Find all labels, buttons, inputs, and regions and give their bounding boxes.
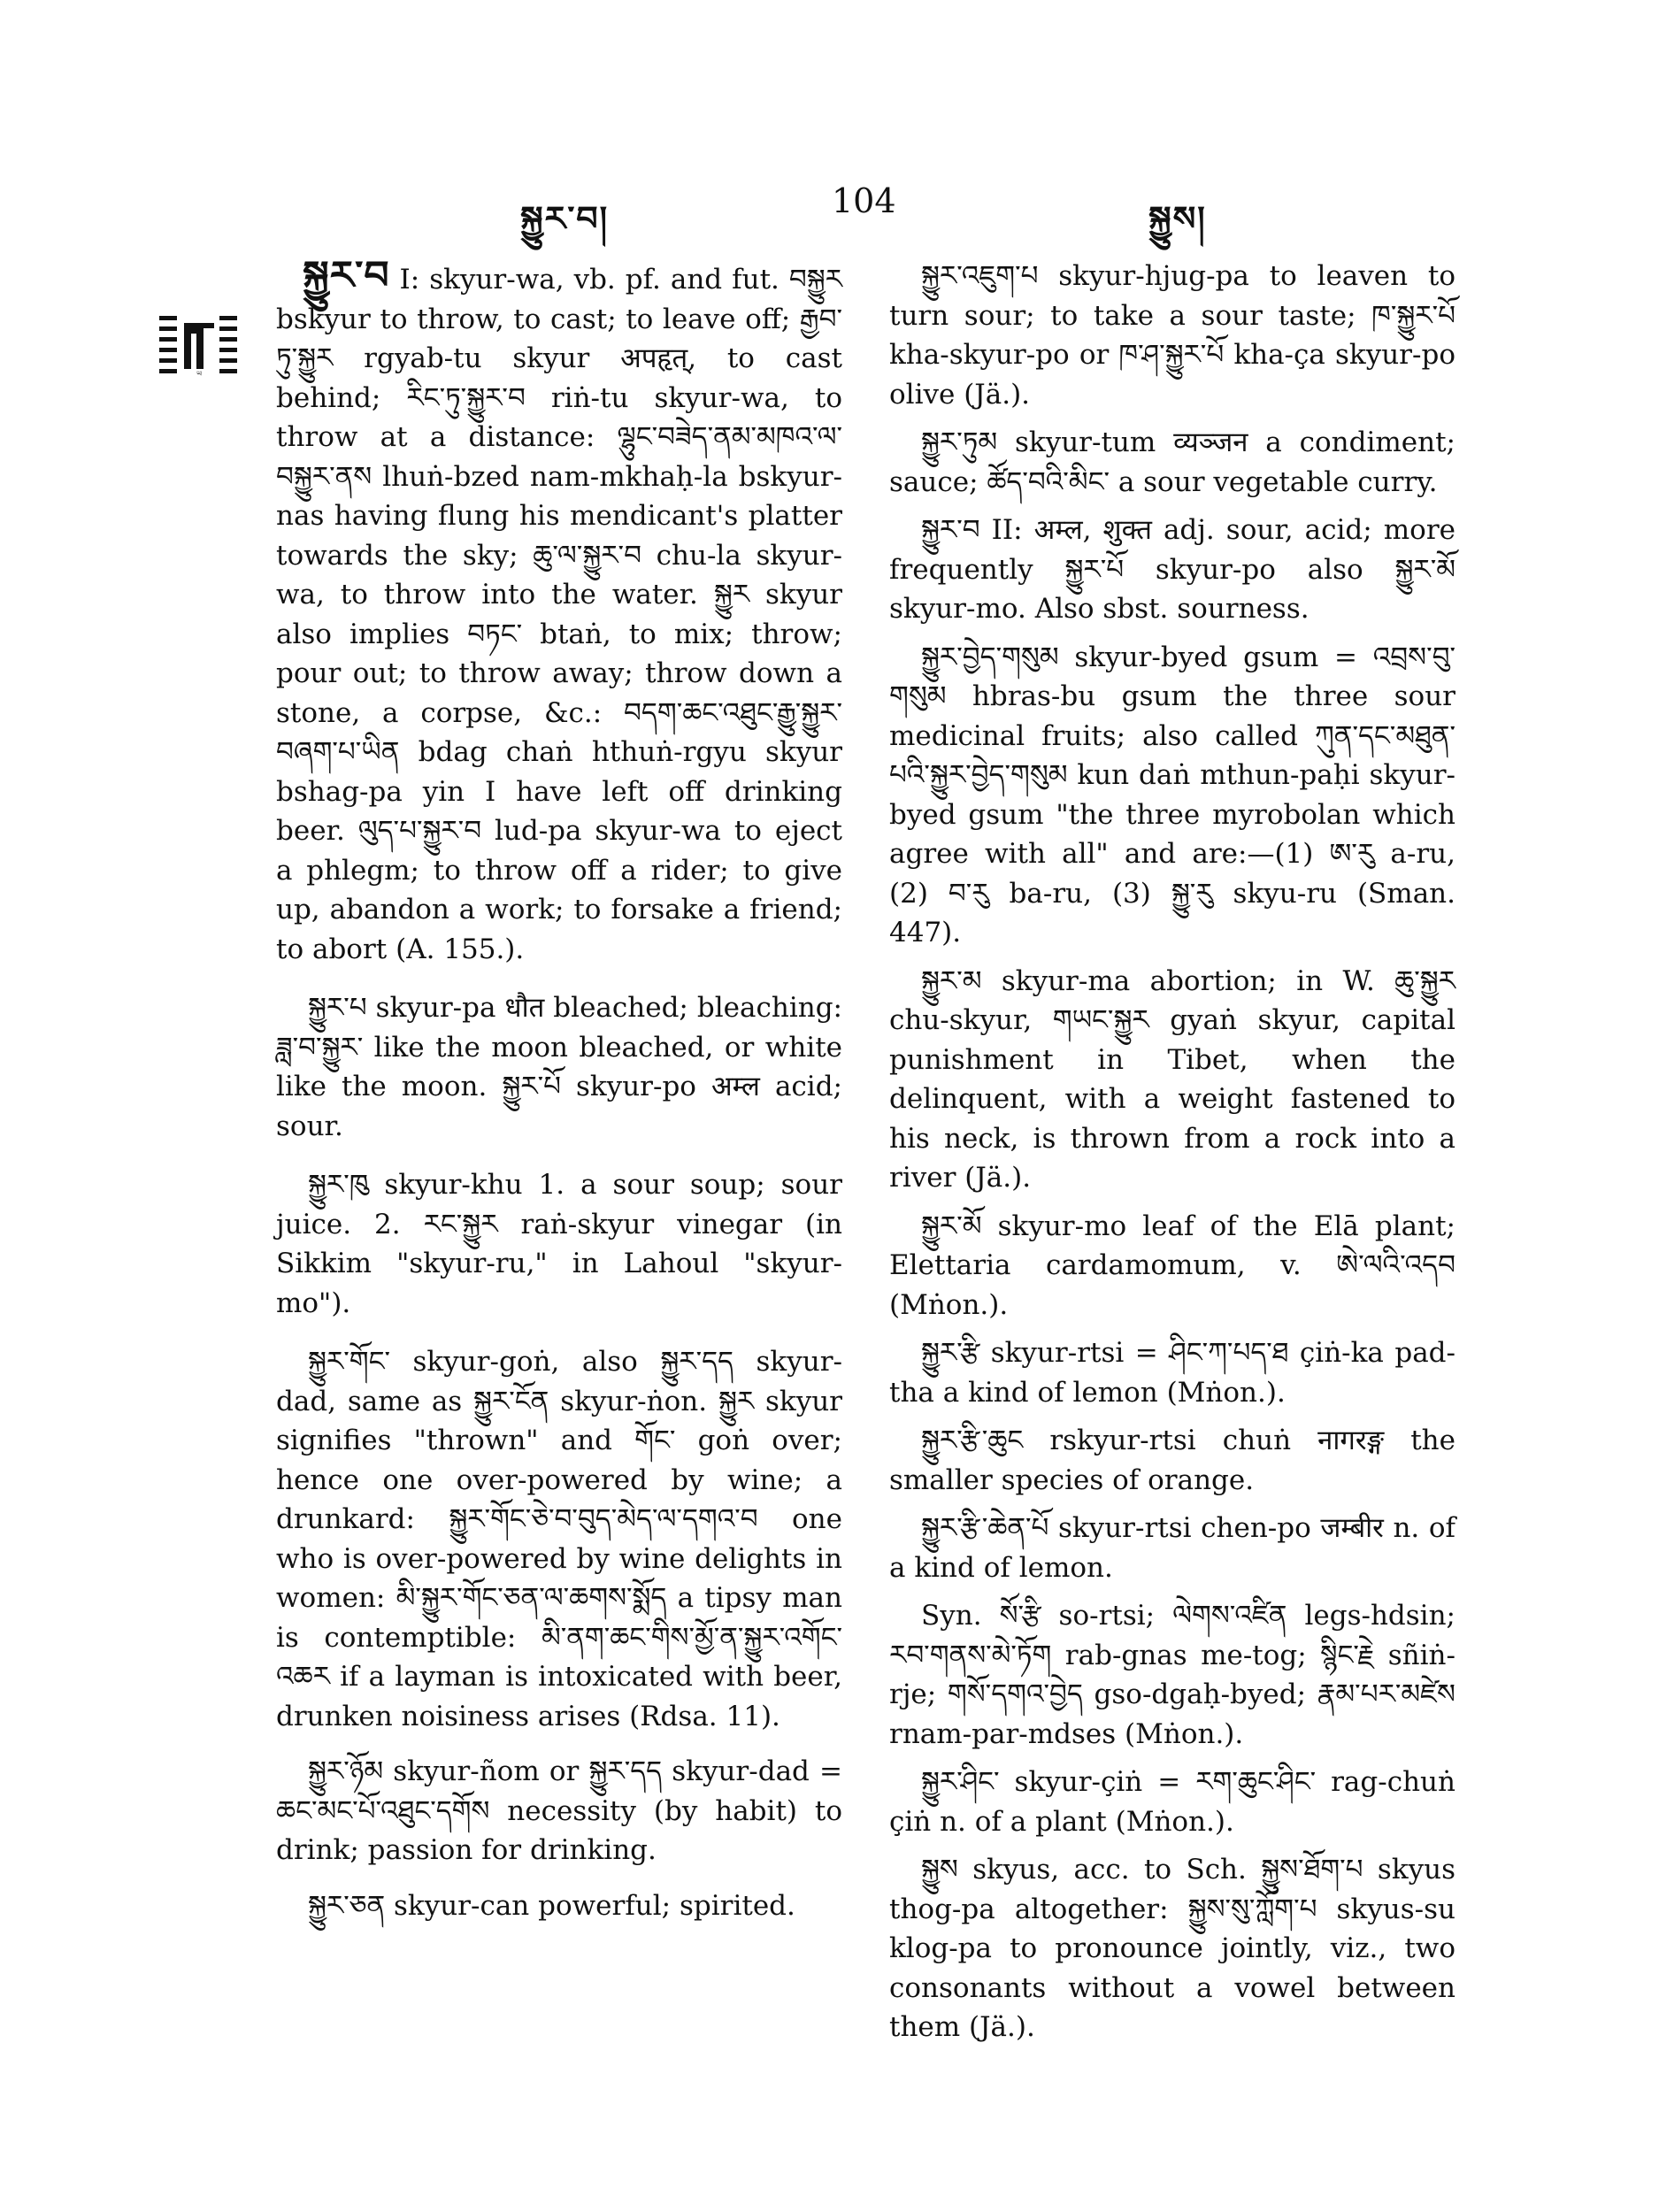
entry-skyur-byed-gsum — [889, 638, 1455, 953]
entry-skyur-mo — [889, 1207, 1455, 1325]
entry-skyur-khu — [276, 1165, 842, 1323]
entry-text: སྐྱུར་གོང་ skyur-goṅ, also སྐྱུར་དད skyur-dad, same as སྐྱུར་ངོན skyur-ṅon. སྐྱུར skyur signifies "thrown" and གོང་ goṅ over; hence one over-powered by wine; a drunkard: སྐྱུར་གོང་ཅེ་བ་བུད་མེད་ལ་དགའ་བ one who is over-powered by wine delights in women: མི་སྐྱུར་གོང་ཅན་ལ་ཆགས་སྨོད a tipsy man is contemptible: མི་ནག་ཆང་གིས་མྱོ་ན་སྐྱུར་འགོང་འཆར if a layman is intoxicated with beer, drunken noisiness arises (Rdsa. 11). — [276, 1346, 842, 1732]
entry-headword: སྐྱུར་བ — [303, 253, 390, 298]
entry-text: I: skyur-wa, vb. pf. and fut. བསྐྱུར bskyur to throw, to cast; to leave off; རྒྱབ་ཏུ་སྐྱུར rgyab-tu skyur अपहृत्, to cast behind; རིང་ཏུ་སྐྱུར་བ riṅ-tu skyur-wa, to throw at a distance: ལྷུང་བཟེད་ནམ་མཁའ་ལ་བསྐྱུར་ནས lhuṅ-bzed nam-mkhaḥ-la bskyur-nas having flung his mendicant's platter towards the sky; ཆུ་ལ་སྐྱུར་བ chu-la skyur-wa, to throw into the water. སྐྱུར skyur also implies བཏང་ btaṅ, to mix; throw; pour out; to throw away; throw down a stone, a corpse, &c.: བདག་ཆང་འཐུང་རྒྱུ་སྐྱུར་བཞག་པ་ཡིན bdag chaṅ hthuṅ-rgyu skyur bshag-pa yin I have left off drinking beer. ལུད་པ་སྐྱུར་བ lud-pa skyur-wa to eject a phlegm; to throw off a rider; to give up, abandon a work; to forsake a friend; to abort (A. 155.). — [276, 264, 842, 965]
page-header — [0, 181, 1659, 238]
entry-text: སྐྱུར་ཁུ skyur-khu 1. a sour soup; sour juice. 2. རང་སྐྱུར raṅ-skyur vinegar (in Sikkim "skyur-ru," in Lahoul "skyur-mo"). — [276, 1169, 842, 1319]
entry-skyur-tum — [889, 423, 1455, 502]
entry-skyur-cin — [889, 1763, 1455, 1841]
entry-skyur-rtsi-chen-po — [889, 1509, 1455, 1587]
entry-text: སྐྱུར་འཇུག་པ skyur-hjug-pa to leaven to turn sour; to take a sour taste; ཁ་སྐྱུར་པོ kha-skyur-po or ཁ་ཤ་སྐྱུར་པོ kha-ça skyur-po olive (Jä.). — [889, 260, 1455, 411]
entry-text: སྐྱུས skyus, acc. to Sch. སྐྱུས་ཐོག་པ skyus thog-pa altogether: སྐྱུས་སུ་ཀློག་པ skyus-su klog-pa to pronounce jointly, viz., two consonants without a vowel between them (Jä.). — [889, 1854, 1455, 2043]
left-running-head: སྐྱུར་བ། — [520, 198, 610, 238]
entry-skyur-rtsi-chun — [889, 1421, 1455, 1500]
margin-symbol-text: ཡ — [196, 370, 202, 378]
entry-text: སྐྱུར་བ II: अम्ल, शुक्त adj. sour, acid; more frequently སྐྱུར་པོ skyur-po also སྐྱུར་མོ skyur-mo. Also sbst. sourness. — [889, 514, 1455, 625]
entry-text: སྐྱུར་རྩི skyur-rtsi = ཤིང་ཀ་པད་ཐ çiṅ-ka pad-tha a kind of lemon (Mṅon.). — [889, 1337, 1455, 1409]
left-column — [276, 253, 842, 1941]
right-column — [889, 257, 1455, 2056]
entry-synonyms — [889, 1596, 1455, 1754]
entry-skyur-pa — [276, 988, 842, 1146]
right-running-head: སྐྱུས། — [1148, 198, 1207, 238]
entry-skyur-wa-1 — [276, 253, 842, 969]
entry-text: སྐྱུར་པ skyur-pa धौत bleached; bleaching: ཟླ་བ་སྐྱུར་ like the moon bleached, or white like the moon. སྐྱུར་པོ skyur-po अम्ल acid; sour. — [276, 992, 842, 1142]
entry-text: སྐྱུར་མོ skyur-mo leaf of the Elā plant; Elettaria cardamomum, v. ཨེ་ལའི་འདབ (Mṅon.). — [889, 1210, 1455, 1321]
entry-skyur-hjug-pa — [889, 257, 1455, 414]
entry-skyur-ma — [889, 962, 1455, 1198]
margin-symbol-icon — [159, 316, 239, 378]
entry-text: སྐྱུར་མ skyur-ma abortion; in W. ཆུ་སྐྱུར chu-skyur, གཡང་སྐྱུར gyaṅ skyur, capital punishment in Tibet, when the delinquent, with a weight fastened to his neck, is thrown from a rock into a river (Jä.). — [889, 964, 1455, 1194]
entry-text: སྐྱུར་བྱེད་གསུམ skyur-byed gsum = འབྲས་བུ་གསུམ hbras-bu gsum the three sour medicinal fruits; also called ཀུན་དང་མཐུན་པའི་སྐྱུར་བྱེད་གསུམ kun daṅ mthun-paḥi skyur-byed gsum "the three myrobolan which agree with all" and are:—(1) ཨ་རུ a-ru, (2) བ་རུ ba-ru, (3) སྐྱུ་རུ skyu-ru (Sman. 447). — [889, 641, 1455, 949]
page-number: 104 — [832, 181, 896, 220]
entry-skyus — [889, 1850, 1455, 2047]
entry-skyur-nom — [276, 1752, 842, 1870]
entry-text: སྐྱུར་རྩི་ཆེན་པོ skyur-rtsi chen-po जम्बीर n. of a kind of lemon. — [889, 1512, 1455, 1584]
entry-skyur-can — [276, 1886, 842, 1926]
entry-text: སྐྱུར་ཉོམ skyur-ñom or སྐྱུར་དད skyur-dad = ཆང་མང་པོ་འཐུང་དགོས necessity (by habit) to drink; passion for drinking. — [276, 1755, 842, 1866]
entry-text: སྐྱུར་ཤིང་ skyur-çiṅ = རག་ཆུང་ཤིང་ rag-chuṅ çiṅ n. of a plant (Mṅon.). — [889, 1766, 1455, 1838]
entry-skyur-wa-2 — [889, 511, 1455, 629]
entry-skyur-rtsi — [889, 1333, 1455, 1412]
entry-skyur-gon — [276, 1342, 842, 1736]
entry-text: སྐྱུར་ཅན skyur-can powerful; spirited. — [308, 1889, 795, 1922]
entry-text: སྐྱུར་རྩི་ཆུང rskyur-rtsi chuṅ नागरङ्ग the smaller species of orange. — [889, 1425, 1455, 1496]
entry-text: སྐྱུར་ཏུམ skyur-tum व्यञ्जन a condiment; sauce; ཚོད་བའི་མིང་ a sour vegetable curry. — [889, 426, 1455, 498]
entry-text: Syn. སོ་རྩི so-rtsi; ལེགས་འཛིན legs-hdsin; རབ་གནས་མེ་ཏོག rab-gnas me-tog; སྙིང་རྗེ sñiṅ-rje; གསོ་དགའ་བྱེད gso-dgaḥ-byed; རྣམ་པར་མཛེས rnam-par-mdses (Mṅon.). — [889, 1600, 1455, 1750]
